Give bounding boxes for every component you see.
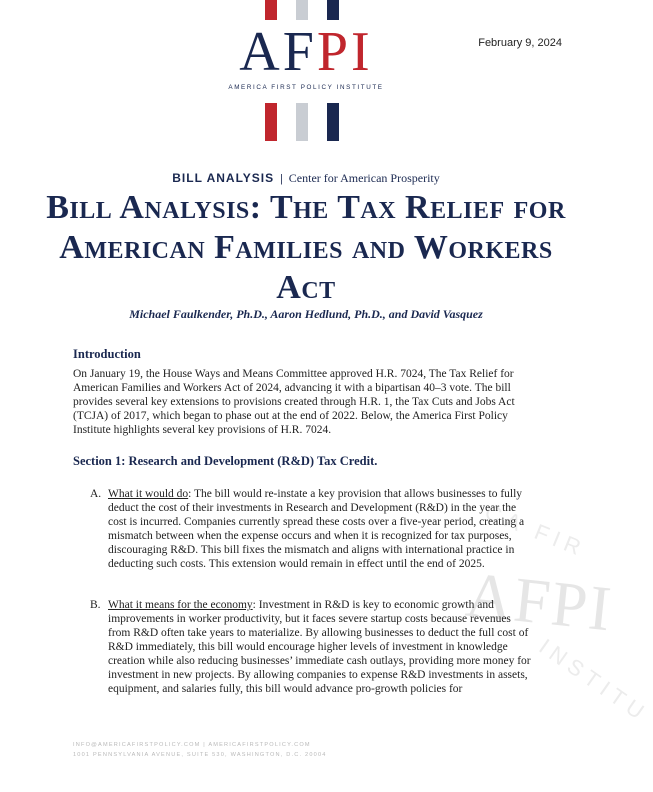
list-item-body [108,487,532,571]
list-item-lead: What it would do [108,488,189,500]
introduction-heading: Introduction [73,347,141,361]
list-item-lead: What it means for the economy [108,599,253,611]
list-marker: B. [90,599,101,611]
stripe-navy [327,103,339,141]
page-title: Bill Analysis: The Tax Relief for American Families and Workers Act [46,189,566,306]
list-item [90,598,530,698]
kicker [0,171,612,186]
header-stripes-bottom [265,103,339,141]
footer-contact: INFO@AMERICAFIRSTPOLICY.COM | AMERICAFIRSTPOLICY.COM [73,742,311,748]
stripe-red [265,0,277,20]
list-item-body [108,598,532,696]
kicker-separator: | [280,171,283,185]
list-item [90,487,530,587]
introduction-text: On January 19, the House Ways and Means Committee approved H.R. 7024, The Tax Relief for American Families and Workers Act of 2024, advancing it with a bipartisan 40–3 vote. The bill provides several key extensions to provisions created through H.R. 1, the Tax Cuts and Jobs Act (TCJA) of 2017, which began to phase out at the end of 2022. Below, the America First Policy Institute highlights several key provisions of H.R. 7024. [73,368,515,436]
logo-accent: PI [316,21,373,83]
stripe-navy [327,0,339,20]
list-item-text: : Investment in R&D is key to economic growth and improvements in worker productivity, but it faces severe startup costs because revenues from R&D often take years to materialize. By allowing businesses to deduct the full cost of R&D immediately, this bill would encourage higher levels of investment in knowledge creation while also reducing businesses’ immediate cash outlays, providing more money for investment in new projects. By allowing companies to expense R&D investments in assets, equipment, and salaries fully, this bill would advance pro-growth policies for [108,599,531,695]
section1-heading: Section 1: Research and Development (R&D) Tax Credit. [73,454,378,468]
header-stripes-top [265,0,339,20]
kicker-center: Center for American Prosperity [288,171,440,185]
stripe-red [265,103,277,141]
logo-prefix: AF [239,21,317,83]
publication-date: February 9, 2024 [478,37,562,49]
watermark-arc-bottom: INSTITU [534,633,653,728]
list-marker: A. [90,488,102,500]
footer-address: 1001 PENNSYLVANIA AVENUE, SUITE 530, WASHINGTON, D.C. 20004 [73,752,327,758]
authors: Michael Faulkender, Ph.D., Aaron Hedlund, Ph.D., and David Vasquez [129,307,483,321]
afpi-logo [200,21,412,83]
kicker-label: BILL ANALYSIS [172,171,275,185]
watermark-arc-top: CA FIR [481,498,590,563]
list-item-text: : The bill would re-instate a key provision that allows businesses to fully deduct the cost of their investments in Research and Development (R&D) in the year the cost is incurred. Companies currently spread these costs over a five-year period, creating a mismatch between when the expense occurs and when it is recognized for tax purposes, discouraging R&D. This bill fixes the mismatch and aligns with international practice in deducting such costs. This extension would remain in effect until the end of 2025. [108,488,525,570]
stripe-gray [296,103,308,141]
logo-subtitle: AMERICA FIRST POLICY INSTITUTE [228,84,384,91]
watermark-logo: AFPI [462,558,617,645]
stripe-gray [296,0,308,20]
